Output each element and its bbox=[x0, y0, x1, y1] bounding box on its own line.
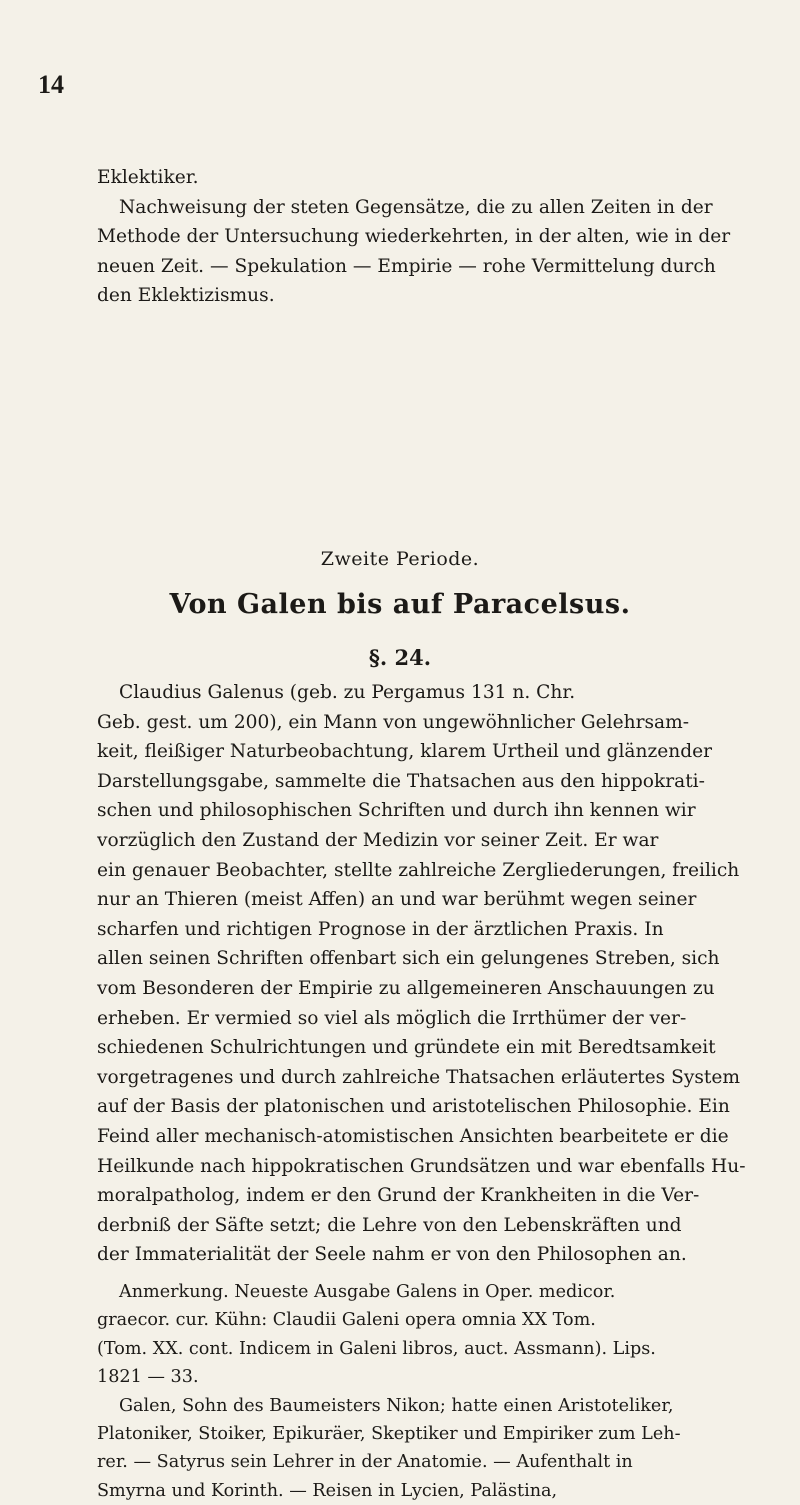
body-line: vom Besonderen der Empirie zu allgemeineren Anschauungen zu bbox=[97, 977, 715, 999]
body-line: Geb. gest. um 200), ein Mann von ungewöhnlicher Gelehrsam- bbox=[97, 711, 690, 733]
body-line: Feind aller mechanisch-atomistischen Ansichten bearbeitete er die bbox=[97, 1125, 729, 1147]
body-line: scharfen und richtigen Prognose in der ärztlichen Praxis. In bbox=[97, 918, 664, 940]
body-line: erheben. Er vermied so viel als möglich die Irrthümer der ver- bbox=[97, 1007, 687, 1029]
body-line: ein genauer Beobachter, stellte zahlreiche Zergliederungen, freilich bbox=[97, 859, 740, 881]
note-line: Anmerkung. Neueste Ausgabe Galens in Oper. medicor. bbox=[119, 1282, 616, 1302]
section-title: Von Galen bis auf Paracelsus. bbox=[169, 589, 631, 620]
body-line: vorzüglich den Zustand der Medizin vor seiner Zeit. Er war bbox=[97, 829, 659, 851]
note-line: 1821 — 33. bbox=[97, 1367, 199, 1388]
body-line: schen und philosophischen Schriften und durch ihn kennen wir bbox=[97, 800, 696, 822]
note-line: Smyrna und Korinth. — Reisen in Lycien, Palästina, bbox=[97, 1480, 558, 1501]
body-line: Heilkunde nach hippokratischen Grundsätzen und war ebenfalls Hu- bbox=[97, 1155, 746, 1177]
annotation-block bbox=[97, 1278, 757, 1505]
intro-line: Eklektiker. bbox=[97, 167, 199, 188]
body-line: moralpatholog, indem er den Grund der Krankheiten in die Ver- bbox=[97, 1185, 700, 1207]
body-line: vorgetragenes und durch zahlreiche Thatsachen erläutertes System bbox=[97, 1066, 740, 1088]
body-line: Darstellungsgabe, sammelte die Thatsachen aus den hippokrati- bbox=[97, 770, 705, 792]
note-line: (Tom. XX. cont. Indicem in Galeni libros, auct. Assmann). Lips. bbox=[97, 1338, 656, 1359]
intro-line: neuen Zeit. — Spekulation — Empirie — rohe Vermittelung durch bbox=[97, 255, 716, 277]
intro-summary bbox=[97, 163, 757, 311]
body-line: keit, fleißiger Naturbeobachtung, klarem Urtheil und glänzender bbox=[97, 741, 713, 763]
page-number: 14 bbox=[38, 70, 64, 99]
note-line: Galen, Sohn des Baumeisters Nikon; hatte einen Aristoteliker, bbox=[119, 1395, 674, 1416]
body-line: nur an Thieren (meist Affen) an und war berühmt wegen seiner bbox=[97, 889, 697, 911]
note-line: rer. — Satyrus sein Lehrer in der Anatomie. — Aufenthalt in bbox=[97, 1452, 633, 1473]
note-line: graecor. cur. Kühn: Claudii Galeni opera omnia XX Tom. bbox=[97, 1310, 596, 1331]
intro-line: Nachweisung der steten Gegensätze, die zu allen Zeiten in der bbox=[119, 196, 713, 218]
body-line: auf der Basis der platonischen und aristotelischen Philosophie. Ein bbox=[97, 1096, 730, 1118]
intro-line: den Eklektizismus. bbox=[97, 285, 275, 307]
body-line: der Immaterialität der Seele nahm er von den Philosophen an. bbox=[97, 1244, 687, 1266]
body-line: Claudius Galenus (geb. zu Pergamus 131 n. Chr. bbox=[119, 682, 576, 703]
body-line: schiedenen Schulrichtungen und gründete ein mit Beredtsamkeit bbox=[97, 1037, 716, 1059]
body-line: allen seinen Schriften offenbart sich ein gelungenes Streben, sich bbox=[97, 948, 720, 970]
section-label: Zweite Periode. bbox=[320, 548, 480, 570]
intro-line: Methode der Untersuchung wiederkehrten, in der alten, wie in der bbox=[97, 226, 731, 248]
note-line: Platoniker, Stoiker, Epikuräer, Skeptiker und Empiriker zum Leh- bbox=[97, 1424, 681, 1445]
body-line: derbniß der Säfte setzt; die Lehre von den Lebenskräften und bbox=[97, 1214, 682, 1236]
paragraph-number: §. 24. bbox=[368, 645, 432, 670]
main-paragraph bbox=[97, 678, 757, 1270]
